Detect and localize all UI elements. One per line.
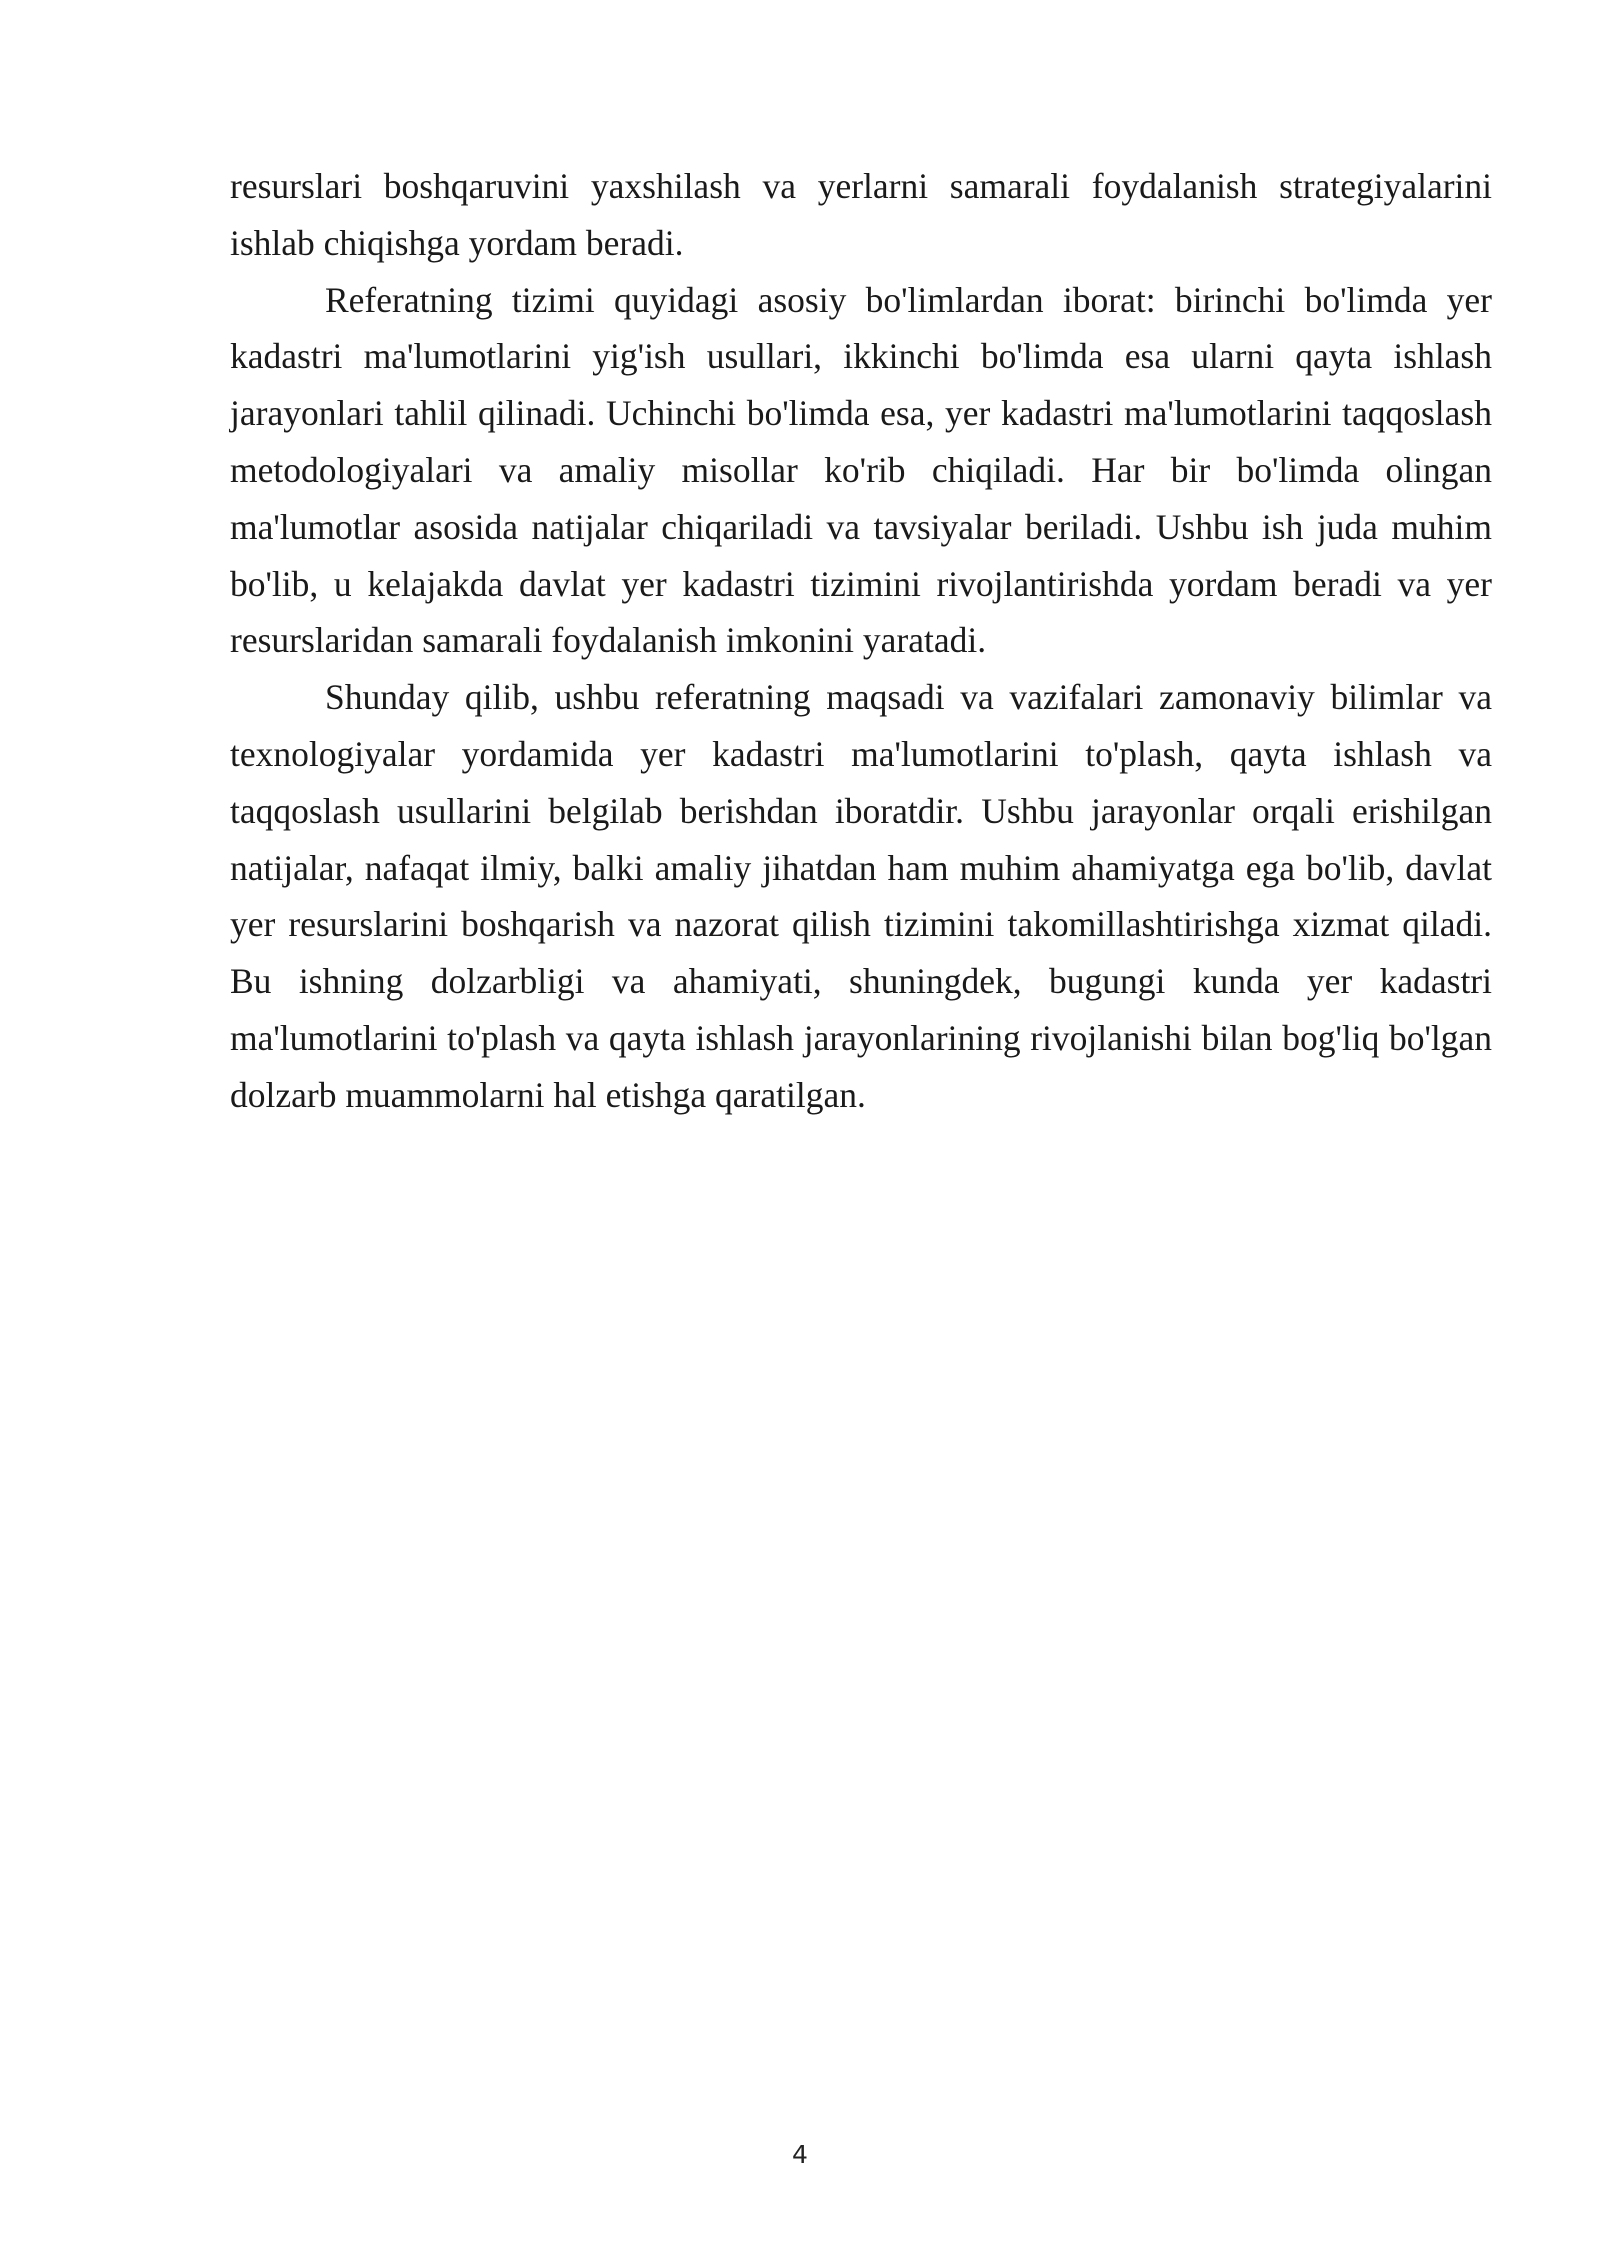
- body-text: [230, 158, 1492, 1124]
- paragraph-continuation: resurslari boshqaruvini yaxshilash va yerlarni samarali foydalanish strategiyalarini ishlab chiqishga yordam beradi.: [230, 166, 1492, 263]
- page-number: 4: [792, 2140, 808, 2169]
- paragraph-conclusion: Shunday qilib, ushbu referatning maqsadi va vazifalari zamonaviy bilimlar va texnologiyalar yordamida yer kadastri ma'lumotlarini to'plash, qayta ishlash va taqqoslash usullarini belgilab berishdan iboratdir. Ushbu jarayonlar orqali erishilgan natijalar, nafaqat ilmiy, balki amaliy jihatdan ham muhim ahamiyatga ega bo'lib, davlat yer resurslarini boshqarish va nazorat qilish tizimini takomillashtirishga xizmat qiladi. Bu ishning dolzarbligi va ahamiyati, shuningdek, bugungi kunda yer kadastri ma'lumotlarini to'plash va qayta ishlash jarayonlarining rivojlanishi bilan bog'liq bo'lgan dolzarb muammolarni hal etishga qaratilgan.: [230, 677, 1492, 1115]
- paragraph-structure: Referatning tizimi quyidagi asosiy bo'limlardan iborat: birinchi bo'limda yer kadastri ma'lumotlarini yig'ish usullari, ikkinchi bo'limda esa ularni qayta ishlash jarayonlari tahlil qilinadi. Uchinchi bo'limda esa, yer kadastri ma'lumotlarini taqqoslash metodologiyalari va amaliy misollar ko'rib chiqiladi. Har bir bo'limda olingan ma'lumotlar asosida natijalar chiqariladi va tavsiyalar beriladi. Ushbu ish juda muhim bo'lib, u kelajakda davlat yer kadastri tizimini rivojlantirishda yordam beradi va yer resurslaridan samarali foydalanish imkonini yaratadi.: [230, 279, 1492, 661]
